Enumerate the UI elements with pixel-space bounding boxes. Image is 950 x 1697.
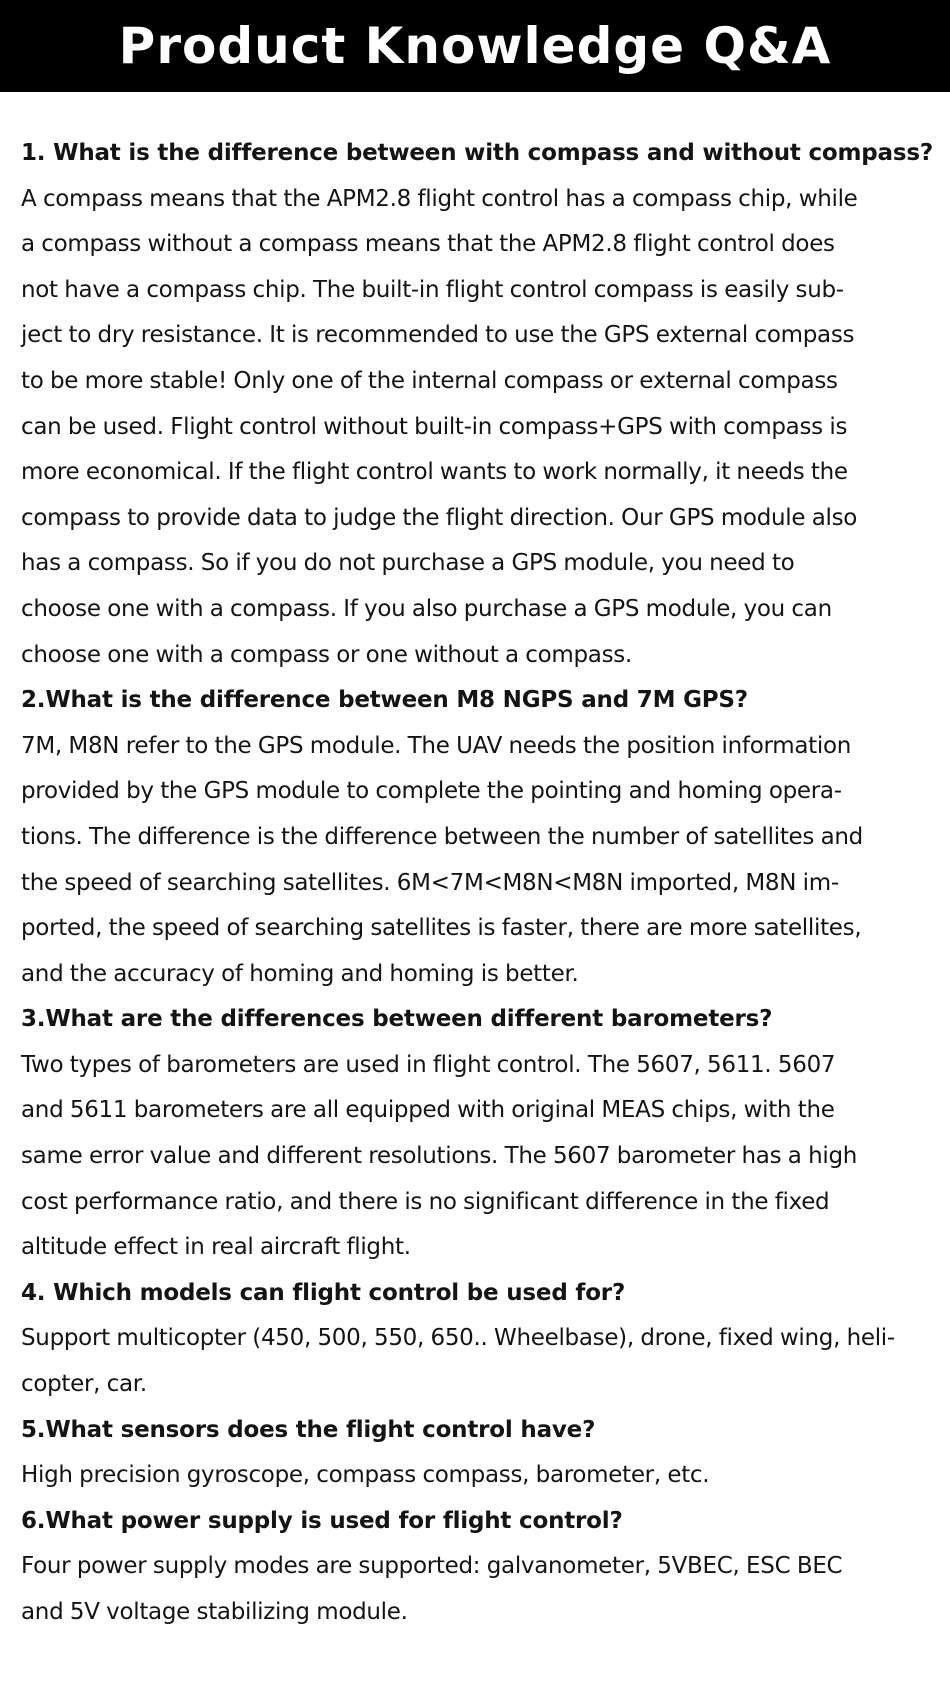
- answer-line: and 5611 barometers are all equipped with original MEAS chips, with the: [21, 1097, 835, 1124]
- answer-line: 7M, M8N refer to the GPS module. The UAV needs the position information: [21, 732, 852, 759]
- answer-line: and 5V voltage stabilizing module.: [21, 1599, 408, 1625]
- answer-2: [21, 724, 937, 998]
- qa-content: [21, 131, 937, 1636]
- answer-line: Four power supply modes are supported: galvanometer, 5VBEC, ESC BEC: [21, 1553, 843, 1580]
- qa-item-2: [21, 678, 937, 997]
- question-6: 6.What power supply is used for flight control?: [21, 1507, 623, 1534]
- answer-line: ported, the speed of searching satellites is faster, there are more satellites,: [21, 915, 862, 942]
- answer-line: the speed of searching satellites. 6M<7M<M8N<M8N imported, M8N im-: [21, 869, 839, 896]
- question-3: 3.What are the differences between different barometers?: [21, 1006, 773, 1033]
- answer-line: choose one with a compass or one without a compass.: [21, 641, 632, 668]
- answer-line: not have a compass chip. The built-in flight control compass is easily sub-: [21, 276, 844, 303]
- answer-line: to be more stable! Only one of the internal compass or external compass: [21, 367, 838, 394]
- answer-line: can be used. Flight control without built-in compass+GPS with compass is: [21, 413, 848, 440]
- question-5: 5.What sensors does the flight control have?: [21, 1416, 596, 1443]
- answer-line: Support multicopter (450, 500, 550, 650.. Wheelbase), drone, fixed wing, heli-: [21, 1325, 895, 1352]
- answer-line: altitude effect in real aircraft flight.: [21, 1234, 411, 1261]
- answer-line: has a compass. So if you do not purchase a GPS module, you need to: [21, 550, 795, 577]
- answer-line: same error value and different resolutions. The 5607 barometer has a high: [21, 1143, 858, 1170]
- answer-6: [21, 1544, 937, 1635]
- answer-3: [21, 1043, 937, 1271]
- answer-line: provided by the GPS module to complete the pointing and homing opera-: [21, 778, 842, 805]
- answer-line: tions. The difference is the difference between the number of satellites and: [21, 823, 863, 850]
- answer-5: [21, 1453, 937, 1499]
- qa-item-1: [21, 131, 937, 678]
- question-2: 2.What is the difference between M8 NGPS and 7M GPS?: [21, 687, 748, 714]
- answer-line: a compass without a compass means that the APM2.8 flight control does: [21, 231, 835, 258]
- answer-line: High precision gyroscope, compass compass, barometer, etc.: [21, 1462, 710, 1489]
- qa-item-6: [21, 1499, 937, 1636]
- question-1: 1. What is the difference between with compass and without compass?: [21, 140, 934, 166]
- answer-4: [21, 1316, 937, 1407]
- answer-line: and the accuracy of homing and homing is better.: [21, 960, 579, 987]
- answer-line: more economical. If the flight control wants to work normally, it needs the: [21, 459, 848, 486]
- qa-item-5: [21, 1408, 937, 1499]
- question-4: 4. Which models can flight control be used for?: [21, 1279, 626, 1306]
- answer-line: compass to provide data to judge the flight direction. Our GPS module also: [21, 504, 858, 531]
- answer-line: cost performance ratio, and there is no significant difference in the fixed: [21, 1188, 830, 1215]
- answer-line: ject to dry resistance. It is recommended to use the GPS external compass: [21, 322, 855, 349]
- page-title: Product Knowledge Q&A: [118, 17, 832, 75]
- answer-line: Two types of barometers are used in flight control. The 5607, 5611. 5607: [21, 1051, 836, 1078]
- qa-item-4: [21, 1271, 937, 1408]
- answer-1: [21, 177, 937, 679]
- qa-item-3: [21, 997, 937, 1271]
- answer-line: copter, car.: [21, 1371, 147, 1398]
- answer-line: choose one with a compass. If you also purchase a GPS module, you can: [21, 595, 832, 622]
- header-bar: [0, 0, 950, 92]
- answer-line: A compass means that the APM2.8 flight control has a compass chip, while: [21, 185, 858, 212]
